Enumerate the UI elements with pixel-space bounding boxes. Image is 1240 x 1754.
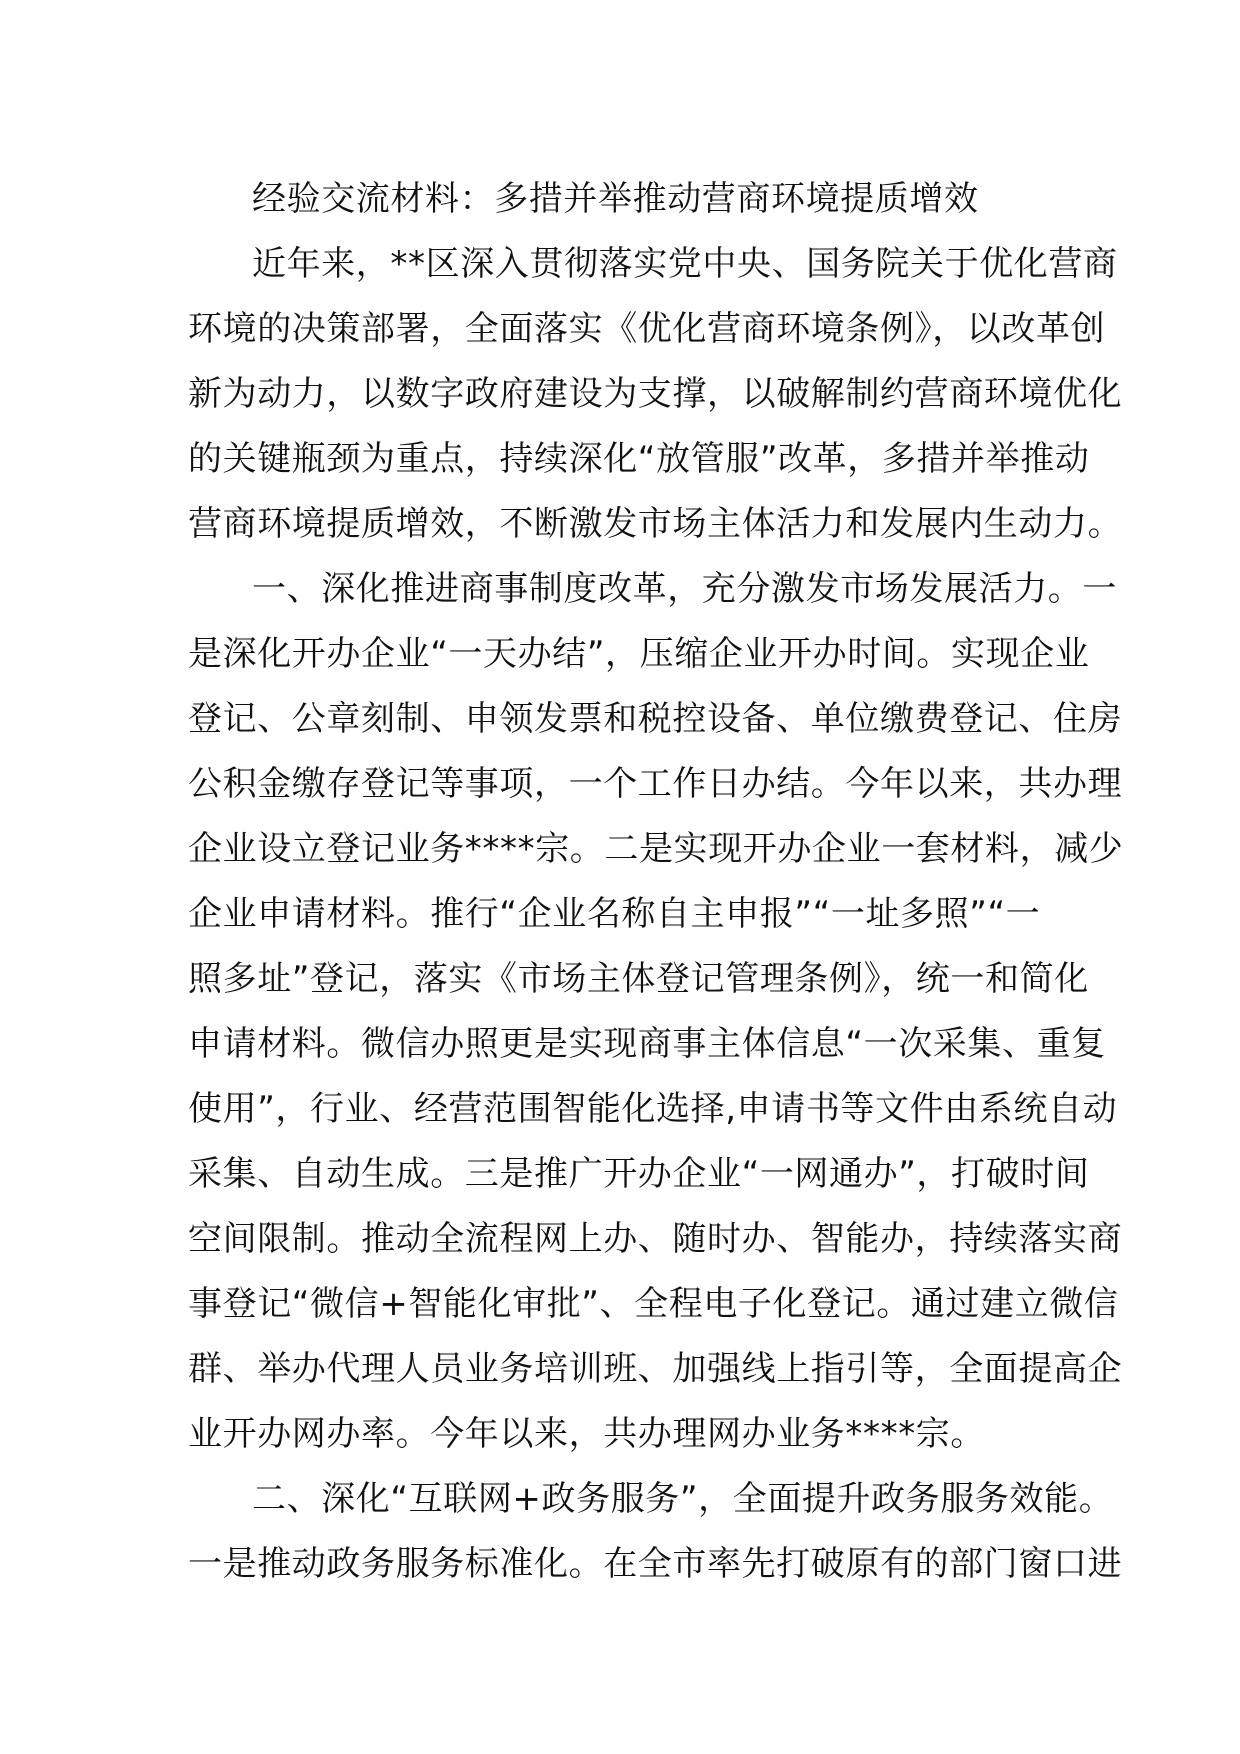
paragraph-line: 企业申请材料。推行“企业名称自主申报”“一址多照”“一	[188, 894, 1041, 934]
paragraph-line: 的关键瓶颈为重点，持续深化“放管服”改革，多措并举推动	[188, 439, 1090, 479]
section-heading-line: 一、深化推进商事制度改革，充分激发市场发展活力。一	[252, 569, 1117, 609]
paragraph-line: 事登记“微信+智能化审批”、全程电子化登记。通过建立微信	[188, 1284, 1119, 1324]
paragraph-line: 公积金缴存登记等事项，一个工作日办结。今年以来，共办理	[188, 764, 1123, 804]
paragraph-line: 照多址”登记，落实《市场主体登记管理条例》，统一和简化	[188, 959, 1089, 999]
document-title: 经验交流材料：多措并举推动营商环境提质增效	[252, 179, 979, 219]
paragraph-line: 营商环境提质增效，不断激发市场主体活力和发展内生动力。	[188, 504, 1123, 544]
paragraph-line: 业开办网办率。今年以来，共办理网办业务****宗。	[188, 1414, 985, 1454]
paragraph-line: 申请材料。微信办照更是实现商事主体信息“一次采集、重复	[188, 1024, 1106, 1064]
paragraph-line: 近年来，**区深入贯彻落实党中央、国务院关于优化营商	[252, 244, 1118, 284]
paragraph-line: 环境的决策部署，全面落实《优化营商环境条例》，以改革创	[188, 309, 1106, 349]
paragraph-line: 空间限制。推动全流程网上办、随时办、智能办，持续落实商	[188, 1219, 1123, 1259]
paragraph-line: 一是推动政务服务标准化。在全市率先打破原有的部门窗口进	[188, 1544, 1123, 1584]
paragraph-line: 新为动力，以数字政府建设为支撑，以破解制约营商环境优化	[188, 374, 1123, 414]
paragraph-line: 是深化开办企业“一天办结”，压缩企业开办时间。实现企业	[188, 634, 1090, 674]
section-heading-line: 二、深化“互联网+政务服务”，全面提升政务服务效能。	[252, 1479, 1114, 1519]
paragraph-line: 登记、公章刻制、申领发票和税控设备、单位缴费登记、住房	[188, 699, 1123, 739]
paragraph-line: 群、举办代理人员业务培训班、加强线上指引等，全面提高企	[188, 1349, 1123, 1389]
paragraph-line: 企业设立登记业务****宗。二是实现开办企业一套材料，减少	[188, 829, 1124, 869]
paragraph-line: 使用”，行业、经营范围智能化选择,申请书等文件由系统自动	[188, 1089, 1118, 1129]
document-body	[188, 167, 1124, 1597]
paragraph-line: 采集、自动生成。三是推广开办企业“一网通办”，打破时间	[188, 1154, 1090, 1194]
